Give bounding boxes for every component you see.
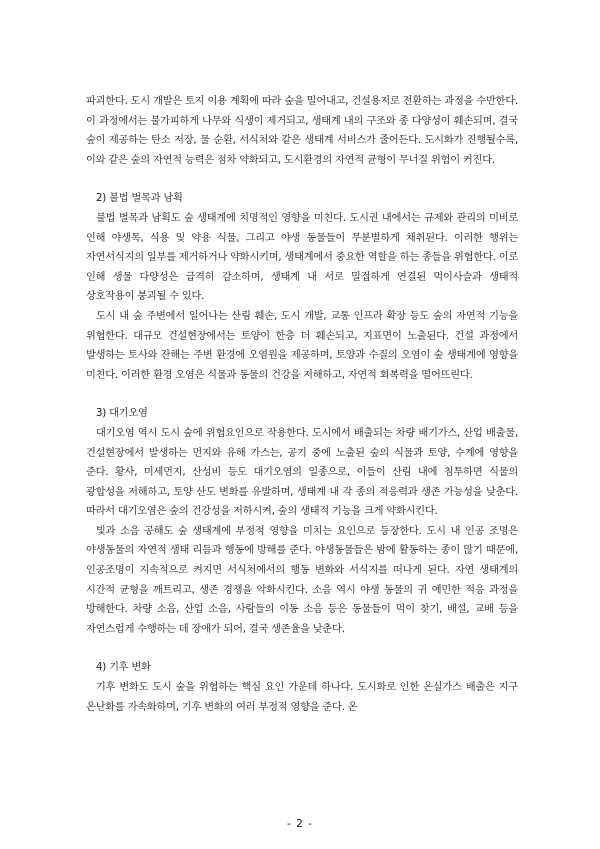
section-gap xyxy=(86,385,518,404)
page-number: - 2 - xyxy=(287,818,313,830)
intro-paragraph: 파괴한다. 도시 개발은 토지 이용 계획에 따라 숲을 밀어내고, 건설용지로 전환하는 과정을 수반한다. 이 과정에서는 불가피하게 나무와 식생이 제거되고, 생태계 내의 구조와 종 다양성이 훼손되며, 결국 숲이 제공하는 탄소 저장, 물 순환, 서식처와 같은 생태계 서비스가 줄어든다. 도시화가 진행될수록, 이와 같은 숲의 자연적 능력은 점차 약화되고, 도시환경의 자연적 균형이 무너질 위험이 커진다. xyxy=(86,96,518,166)
section-gap xyxy=(86,170,518,189)
section-3-heading: 3) 대기오염 xyxy=(96,408,148,420)
section-4-heading: 4) 기후 변화 xyxy=(96,662,151,674)
section-3-paragraph-2: 빛과 소음 공해도 숲 생태계에 부정적 영향을 미치는 요인으로 등장한다. 도시 내 인공 조명은 야생동물의 자연적 생태 리듬과 행동에 방해를 준다. 야생동물들은 밤에 활동하는 종이 많기 때문에, 인공조명이 지속적으로 켜지면 서식처에서의 행동 변화와 서식지를 떠나게 된다. 자연 생태계의 시간적 균형을 깨트리고, 생존 경쟁을 악화시킨다. 소음 역시 야생 동물의 귀 예민한 적응 과정을 방해한다. 차량 소음, 산업 소음, 사람들의 이동 소음 등은 동물들이 먹이 찾기, 배설, 교배 등을 자연스럽게 수행하는 데 장애가 되어, 결국 생존율을 낮춘다. xyxy=(86,525,518,635)
section-2-paragraph-2: 도시 내 숲 주변에서 일어나는 산림 훼손, 도시 개발, 교통 인프라 확장 등도 숲의 자연적 기능을 위협한다. 대규모 건설현장에서는 토양이 한층 더 훼손되고, 지표면이 노출된다. 건설 과정에서 발생하는 토사와 잔해는 주변 환경에 오염원을 제공하며, 토양과 수질의 오염이 숲 생태계에 영향을 미친다. 이러한 환경 오염은 식물과 동물의 건강을 저해하고, 자연적 회복력을 떨어뜨린다. xyxy=(86,310,518,381)
section-4-paragraph-1: 기후 변화도 도시 숲을 위협하는 핵심 요인 가운데 하나다. 도시화로 인한 온실가스 배출은 지구 온난화를 가속화하며, 기후 변화의 여러 부정적 영향을 준다. 온 xyxy=(86,682,518,713)
section-gap xyxy=(86,639,518,658)
section-2-heading: 2) 불법 벌목과 남획 xyxy=(96,193,183,205)
section-3-paragraph-1: 대기오염 역시 도시 숲에 위협요인으로 작용한다. 도시에서 배출되는 차량 배기가스, 산업 배출물, 건설현장에서 발생하는 먼지와 유해 가스는, 공기 중에 노출된 숲의 식물과 토양, 수계에 영향을 준다. 황사, 미세먼지, 산성비 등도 대기오염의 일종으로, 이들이 산림 내에 침투하면 식물의 광합성을 저해하고, 토양 산도 변화를 유발하며, 생태계 내 각 종의 적응력과 생존 가능성을 낮춘다. 따라서 대기오염은 숲의 건강성을 저하시켜, 숲의 생태적 기능을 크게 약화시킨다. xyxy=(86,427,518,518)
section-2-paragraph-1: 불법 벌목과 남획도 숲 생태계에 치명적인 영향을 미친다. 도시권 내에서는 규제와 관리의 미비로 인해 야생목, 식용 및 약용 식물, 그리고 야생 동물들이 무분별하게 채취된다. 이러한 행위는 자연서식지의 일부를 제거하거나 약화시키며, 생태계에서 중요한 역할을 하는 종들을 위협한다. 이로 인해 생물 다양성은 급격히 감소하며, 생태계 내 서로 밀접하게 연결된 먹이사슬과 생태적 상호작용이 붕괴될 수 있다. xyxy=(86,212,518,303)
document-body xyxy=(86,92,518,717)
